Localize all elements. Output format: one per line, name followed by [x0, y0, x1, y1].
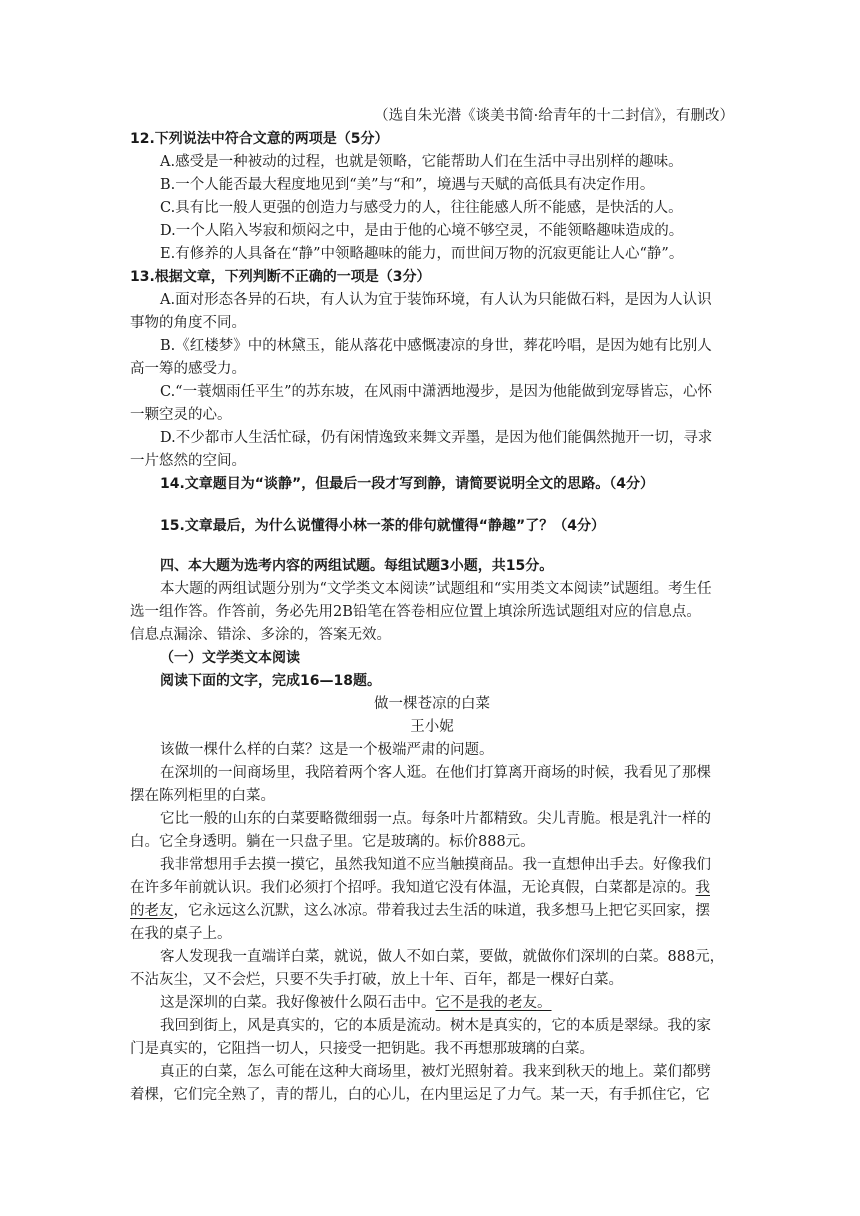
passage-paragraph [160, 992, 734, 1014]
q12-option-b: B.一个人能否最大程度地见到“美”与“和”，境遇与天赋的高低具有决定作用。 [160, 177, 655, 193]
underlined-phrase: 的老友 [130, 903, 174, 919]
q13-option-b-cont: 高一筹的感受力。 [130, 361, 246, 377]
passage-paragraph: 它比一般的山东的白菜要略微细弱一点。每条叶片都精致。尖儿青脆。根是乳汁一样的 [160, 811, 711, 827]
question-15: 15.文章最后，为什么说懂得小林一茶的俳句就懂得“静趣”了？（4分） [160, 518, 605, 534]
section-4-title: 四、本大题为选考内容的两组试题。每组试题3小题，共15分。 [160, 558, 554, 574]
passage-paragraph: 我回到街上，风是真实的，它的本质是流动。树木是真实的，它的本质是翠绿。我的家 [160, 1018, 711, 1034]
q13-option-d-cont: 一片悠然的空间。 [130, 453, 246, 469]
passage-paragraph: 我非常想用手去摸一摸它，虽然我知道不应当触摸商品。我一直想伸出手去。好像我们 [160, 857, 711, 873]
q13-option-a-cont: 事物的角度不同。 [130, 315, 246, 331]
passage-paragraph-cont: 在我的桌子上。 [130, 926, 232, 942]
q13-option-c-cont: 一颗空灵的心。 [130, 407, 232, 423]
passage-paragraph-cont: 门是真实的，它阻挡一切人，只接受一把钥匙。我不再想那玻璃的白菜。 [130, 1041, 594, 1057]
passage-paragraph: 在深圳的一间商场里，我陪着两个客人逛。在他们打算离开商场的时候，我看见了那棵 [160, 765, 711, 781]
passage-paragraph-cont [130, 900, 734, 922]
q13-option-c: C.“一蓑烟雨任平生”的苏东坡，在风雨中潇洒地漫步，是因为他能做到宠辱皆忘，心怀 [160, 384, 713, 400]
passage-paragraph-cont [130, 877, 734, 899]
passage-paragraph-cont: 摆在陈列柜里的白菜。 [130, 788, 275, 804]
reading-instruction: 阅读下面的文字，完成16—18题。 [160, 673, 381, 689]
underlined-sentence: 它不是我的老友。 [435, 995, 552, 1011]
question-12-title: 12.下列说法中符合文意的两项是（5分） [130, 131, 389, 147]
underlined-phrase: 我 [695, 880, 710, 896]
q12-option-c: C.具有比一般人更强的创造力与感受力的人，往往能感人所不能感，是快活的人。 [160, 200, 683, 216]
passage-paragraph-cont: 不沾灰尘，又不会烂，只要不失手打破，放上十年、百年，都是一棵好白菜。 [130, 972, 623, 988]
passage-paragraph-cont: 着棵，它们完全熟了，青的帮儿，白的心儿，在内里运足了力气。某一天，有手抓住它，它 [130, 1087, 710, 1103]
question-14: 14.文章题目为“谈静”，但最后一段才写到静，请简要说明全文的思路。（4分） [160, 476, 654, 492]
q12-option-a: A.感受是一种被动的过程，也就是领略，它能帮助人们在生活中寻出别样的趣味。 [160, 154, 683, 170]
passage-paragraph: 客人发现我一直端详白菜，就说，做人不如白菜，要做，就做你们深圳的白菜。888元， [160, 949, 725, 965]
source-citation: （选自朱光潜《谈美书简·给青年的十二封信》，有删改） [374, 108, 734, 124]
section-4-intro: 本大题的两组试题分别为“文学类文本阅读”试题组和“实用类文本阅读”试题组。考生任 [160, 581, 712, 597]
passage-text: ，它永远这么沉默，这么冰凉。带着我过去生活的味道，我多想马上把它买回家，摆 [173, 903, 710, 919]
q13-option-a: A.面对形态各异的石块，有人认为宜于装饰环境，有人认为只能做石料，是因为人认识 [160, 292, 712, 308]
passage-paragraph-cont: 白。它全身透明。躺在一只盘子里。它是玻璃的。标价888元。 [130, 834, 535, 850]
section-4-intro-cont: 选一组作答。作答前，务必先用2B铅笔在答卷相应位置上填涂所选试题组对应的信息点。 [130, 604, 701, 620]
question-13-title: 13.根据文章，下列判断不正确的一项是（3分） [130, 269, 431, 285]
section-4-intro-cont2: 信息点漏涂、错涂、多涂的，答案无效。 [130, 627, 391, 643]
passage-author: 王小妮 [410, 719, 454, 735]
passage-title: 做一棵苍凉的白菜 [374, 696, 490, 712]
q12-option-e: E.有修养的人具备在“静”中领略趣味的能力，而世间万物的沉寂更能让人心“静”。 [160, 246, 684, 262]
passage-paragraph: 该做一棵什么样的白菜？这是一个极端严肃的问题。 [160, 742, 494, 758]
group-1-heading: （一）文学类文本阅读 [160, 650, 300, 666]
q12-option-d: D.一个人陷入岑寂和烦闷之中，是由于他的心境不够空灵，不能领略趣味造成的。 [160, 223, 684, 239]
passage-paragraph: 真正的白菜，怎么可能在这种大商场里，被灯光照射着。我来到秋天的地上。菜们都劈 [160, 1064, 711, 1080]
passage-text: 在许多年前就认识。我们必须打个招呼。我知道它没有体温，无论真假，白菜都是凉的。 [130, 880, 696, 896]
q13-option-b: B.《红楼梦》中的林黛玉，能从落花中感慨凄凉的身世，葬花吟唱，是因为她有比别人 [160, 338, 712, 354]
passage-text: 这是深圳的白菜。我好像被什么陨石击中。 [160, 995, 436, 1011]
q13-option-d: D.不少都市人生活忙碌，仍有闲情逸致来舞文弄墨，是因为他们能偶然抛开一切，寻求 [160, 430, 713, 446]
